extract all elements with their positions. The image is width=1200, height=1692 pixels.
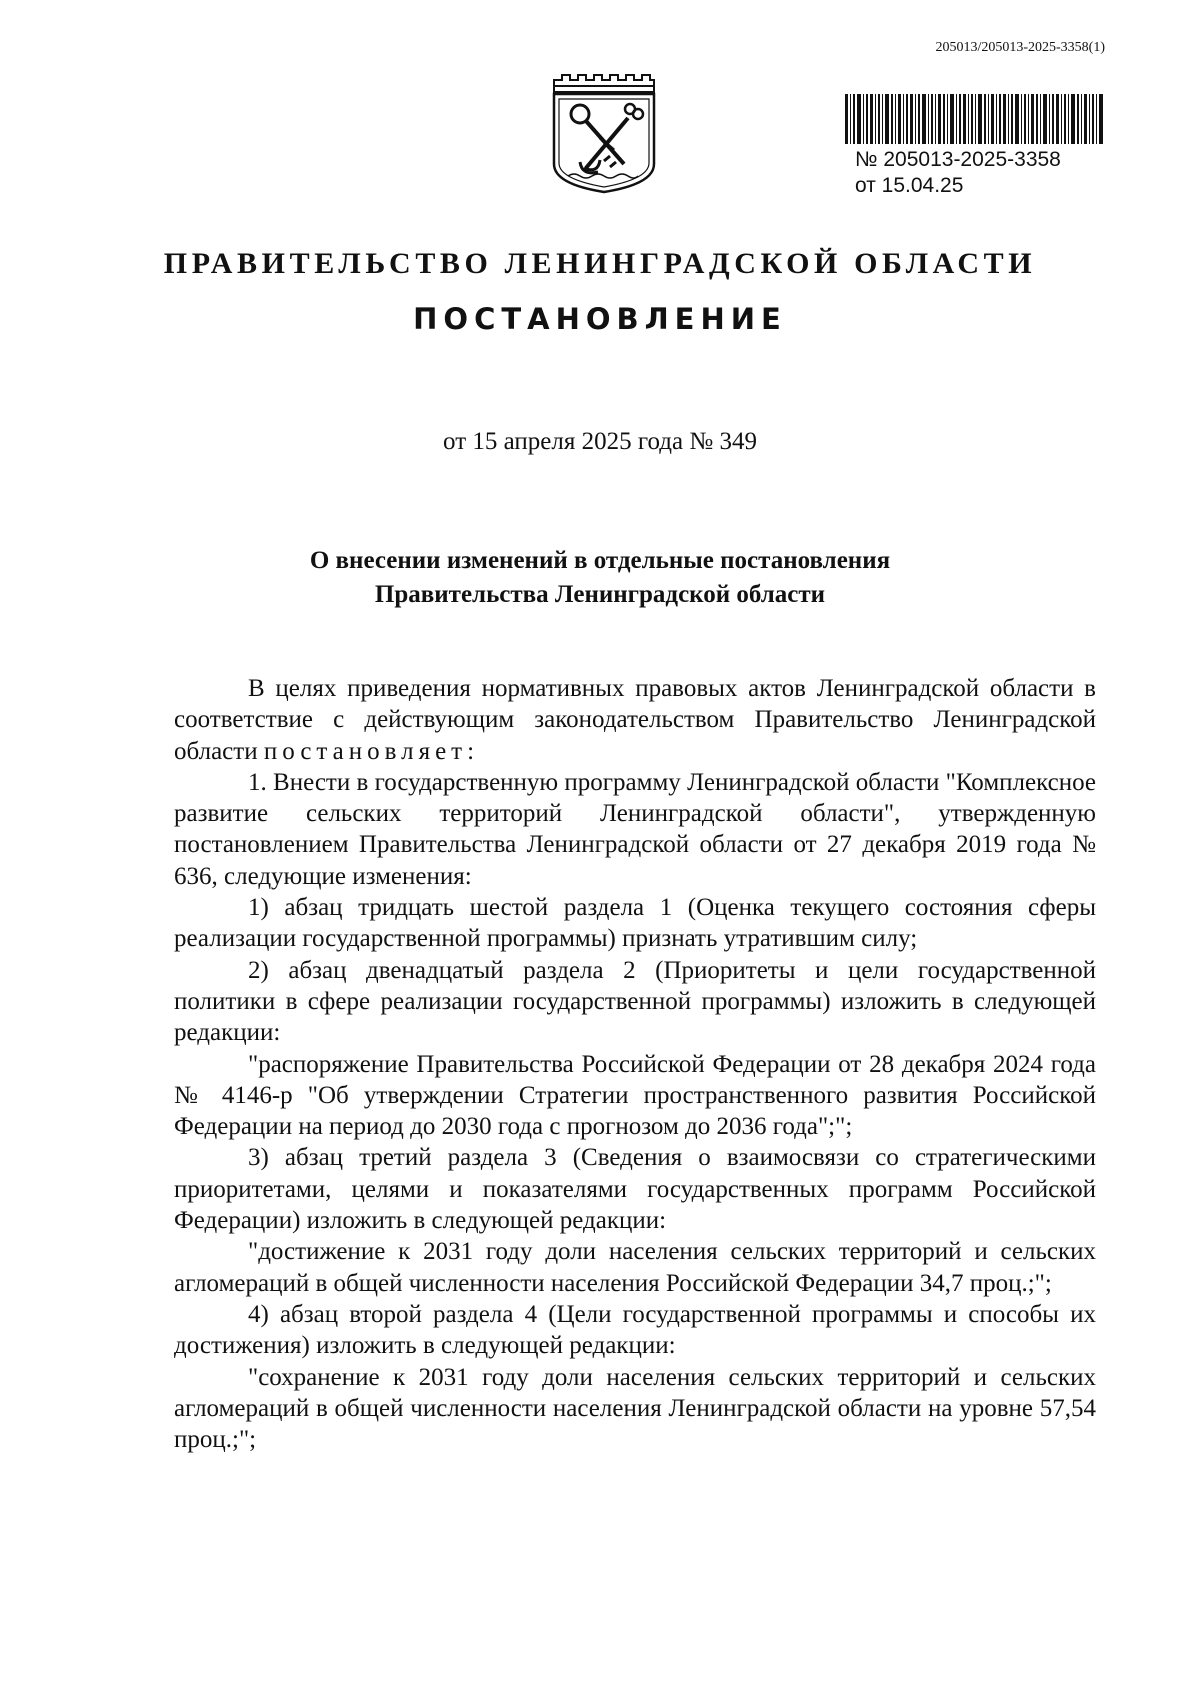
- barcode-icon: [845, 94, 1103, 144]
- title-line-2: Правительства Ленинградской области: [374, 581, 826, 608]
- paragraph-3: 2) абзац двенадцатый раздела 2 (Приоритеты и цели государственной политики в сфере реализации государственной программы) изложить в следующей редакции:: [174, 956, 1096, 1047]
- paragraph-4: "распоряжение Правительства Российской Федерации от 28 декабря 2024 года № 4146-р "Об утверждении Стратегии пространственного развития Российской Федерации на период до 2030 года с прогнозом до 2036 года";";: [174, 1050, 1096, 1141]
- coat-of-arms-icon: [548, 72, 660, 194]
- title-line-1: О внесении изменений в отдельные постановления: [309, 547, 891, 574]
- registration-block: [855, 147, 1061, 199]
- intro-resolves: постановляет:: [263, 737, 480, 765]
- paragraph-6: "достижение к 2031 году доли населения сельских территорий и сельских агломераций в общей численности населения Российской Федерации 34,7 проц.;";: [174, 1238, 1096, 1297]
- paragraph-7: 4) абзац второй раздела 4 (Цели государственной программы и способы их достижения) изложить в следующей редакции:: [174, 1300, 1096, 1360]
- paragraph-8: "сохранение к 2031 году доли населения сельских территорий и сельских агломераций в общей численности населения Ленинградской области на уровне 57,54 проц.;";: [174, 1363, 1096, 1454]
- registration-number: № 205013-2025-3358: [855, 148, 1061, 171]
- registration-date: от 15.04.25: [855, 174, 964, 197]
- paragraph-5: 3) абзац третий раздела 3 (Сведения о взаимосвязи со стратегическими приоритетами, целями и показателями государственных программ Российской Федерации) изложить в следующей редакции:: [174, 1144, 1096, 1235]
- government-heading: ПРАВИТЕЛЬСТВО ЛЕНИНГРАДСКОЙ ОБЛАСТИ: [163, 247, 1037, 280]
- document-date-number: от 15 апреля 2025 года № 349: [443, 428, 757, 455]
- document-code: 205013/205013-2025-3358(1): [935, 40, 1105, 55]
- intro-paragraph: [174, 673, 1096, 767]
- paragraph-1: 1. Внести в государственную программу Ленинградской области "Комплексное развитие сельских территорий Ленинградской области", утвержденную постановлением Правительства Ленинградской области от 27 декабря 2019 года № 636, следующие изменения:: [174, 768, 1096, 890]
- document-type-heading: ПОСТАНОВЛЕНИЕ: [413, 302, 787, 336]
- document-title: [0, 544, 1200, 612]
- paragraph-2: 1) абзац тридцать шестой раздела 1 (Оценка текущего состояния сферы реализации государственной программы) признать утратившим силу;: [174, 894, 1096, 953]
- document-body: [174, 673, 1096, 1455]
- intro-text: В целях приведения нормативных правовых актов Ленинградской области в соответствие с действующим законодательством Правительство Ленинградской области: [174, 675, 1096, 765]
